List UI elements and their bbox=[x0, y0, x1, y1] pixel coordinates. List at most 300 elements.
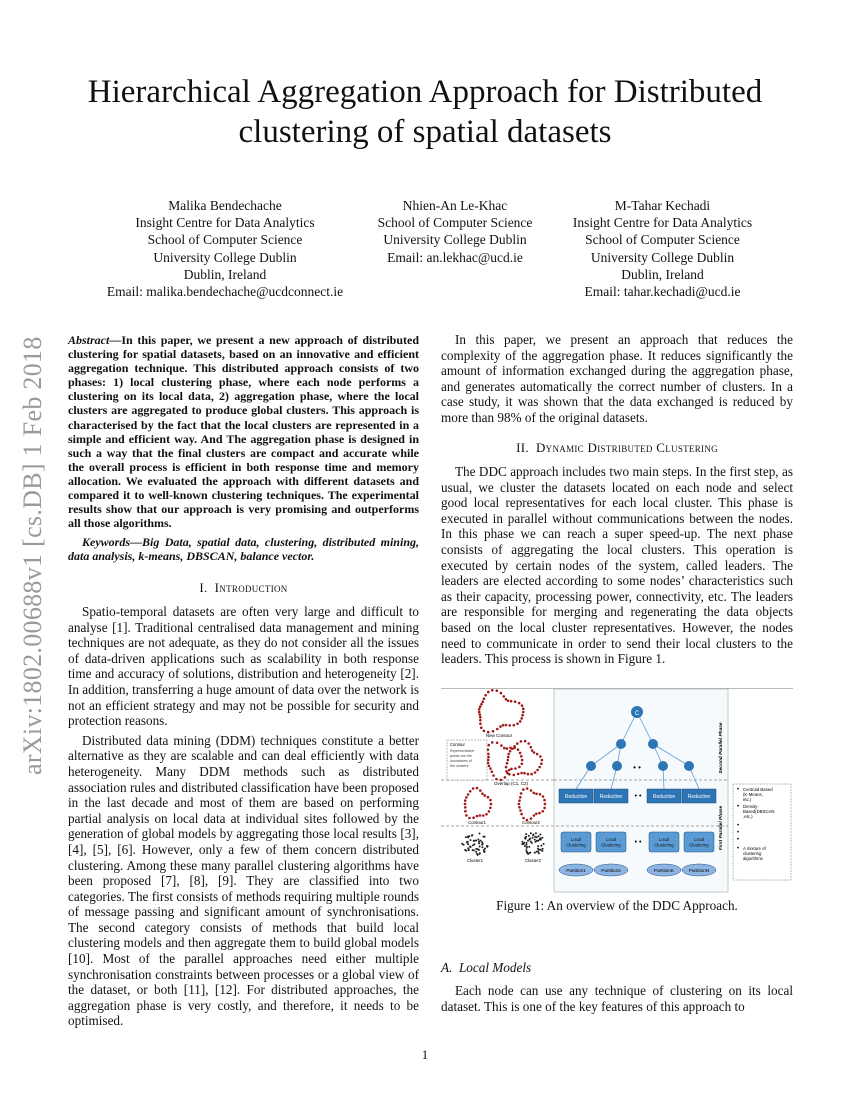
cluster2-point bbox=[532, 837, 534, 839]
contour2-point bbox=[522, 788, 525, 791]
subsection-heading-local-models bbox=[441, 960, 793, 976]
cluster1-point bbox=[484, 848, 486, 850]
overlap-contour-point bbox=[521, 763, 524, 766]
cluster1-point bbox=[470, 839, 472, 841]
overlap-contour-point bbox=[539, 755, 542, 758]
overlap-contour-point bbox=[509, 750, 512, 753]
cluster1-point bbox=[473, 843, 475, 845]
right-intro-body bbox=[441, 332, 793, 426]
author-affiliation: School of Computer Science bbox=[377, 215, 533, 231]
overlap-contour-point bbox=[506, 747, 509, 750]
cluster2-point bbox=[530, 832, 532, 834]
paper-title bbox=[40, 72, 810, 152]
second-phase-label: Second Parallel Phase bbox=[719, 722, 724, 774]
section-heading-introduction bbox=[68, 580, 419, 596]
overlap-contour-point bbox=[527, 773, 530, 776]
new-contour-point bbox=[510, 700, 513, 703]
overlap-contour-point bbox=[507, 753, 510, 756]
new-contour-point bbox=[479, 719, 482, 722]
new-contour-point bbox=[496, 689, 499, 692]
title-line-1: Hierarchical Aggregation Approach for Distributed bbox=[87, 74, 763, 110]
cluster1-point bbox=[481, 846, 483, 848]
overlap-contour-point bbox=[513, 774, 516, 777]
cluster1-point bbox=[464, 849, 466, 851]
local-models-body bbox=[441, 983, 793, 1014]
local-clustering-label: Clustering bbox=[654, 842, 674, 848]
local-clustering-label: Clustering bbox=[689, 842, 709, 848]
contour1-label: Contour1 bbox=[468, 820, 486, 825]
legend-bullet: • bbox=[737, 837, 740, 843]
overlap-contour-point bbox=[505, 766, 508, 769]
new-contour-point bbox=[487, 691, 490, 694]
cluster1-point bbox=[467, 843, 469, 845]
cluster1-point bbox=[484, 851, 486, 853]
contour1-point bbox=[465, 814, 468, 817]
cluster1-point bbox=[481, 844, 483, 846]
contour1-point bbox=[468, 817, 471, 820]
new-contour-label: New Contour bbox=[485, 733, 513, 738]
cluster2-point bbox=[535, 832, 537, 834]
cluster1-point bbox=[475, 851, 477, 853]
cluster1-point bbox=[480, 840, 482, 842]
ellipsis: • • bbox=[634, 839, 642, 846]
cluster2-point bbox=[539, 834, 541, 836]
cluster2-point bbox=[528, 835, 530, 837]
author-affiliation: University College Dublin bbox=[383, 232, 527, 248]
cluster1-label: Cluster1 bbox=[466, 858, 484, 863]
new-contour-point bbox=[480, 726, 483, 729]
overlap-contour-point bbox=[503, 747, 506, 750]
contour1-point bbox=[490, 803, 493, 806]
legend-bullet: • bbox=[737, 804, 740, 810]
reduction-label: Reduction bbox=[687, 794, 711, 800]
new-contour-point bbox=[479, 705, 482, 708]
cluster2-point bbox=[527, 853, 529, 855]
cluster1-point bbox=[481, 841, 483, 843]
cluster1-point bbox=[487, 845, 489, 847]
tree-node bbox=[586, 761, 596, 771]
reduction-label: Reduction bbox=[599, 794, 623, 800]
partition-label: PartitionK bbox=[654, 868, 674, 873]
cluster2-point bbox=[534, 852, 536, 854]
contour1-point bbox=[472, 816, 475, 819]
tree-ellipsis: • • bbox=[633, 763, 641, 772]
section-heading-ddc bbox=[441, 440, 793, 456]
new-contour-point bbox=[483, 697, 486, 700]
abstract-text: —In this paper, we present a new approach of distributed clustering for spatial datasets, based on an innovative and efficient aggregation technique. This distributed approach consists of two phases: 1) local clustering phase, where each node performs a clustering on its local data, 2) aggregation phase, where the local clusters are aggregated to produce global clusters. This approach is characterised by the fact that the local clusters are represented in a simple and efficient way. And The aggregation phase is designed in such a way that the final clusters are compact and accurate while the overall process is efficient in both response time and memory allocation. We evaluated the approach with different datasets and compared it to well-known clustering techniques. The experimental results show that our approach is very promising and outperforms all those algorithms. bbox=[68, 333, 419, 531]
new-contour-point bbox=[479, 716, 482, 719]
new-contour-point bbox=[496, 728, 499, 731]
cluster2-point bbox=[537, 835, 539, 837]
paragraph: Each node can use any technique of clustering on its local dataset. This is one of the key features of this approach to bbox=[441, 983, 793, 1014]
author-affiliation: University College Dublin bbox=[590, 249, 735, 265]
contour2-point bbox=[542, 795, 545, 798]
cluster1-point bbox=[468, 835, 470, 837]
new-contour-point bbox=[522, 707, 525, 710]
overlap-contour-point bbox=[510, 768, 513, 771]
cluster2-point bbox=[527, 840, 529, 842]
cluster2-point bbox=[526, 842, 528, 844]
cluster2-point bbox=[538, 852, 540, 854]
cluster2-point bbox=[530, 841, 532, 843]
contour1-point bbox=[472, 787, 475, 790]
cluster1-point bbox=[477, 839, 479, 841]
contour1-point bbox=[487, 796, 490, 799]
cluster1-point bbox=[479, 833, 481, 835]
author-affiliation: School of Computer Science bbox=[585, 232, 740, 248]
author-block-1 bbox=[90, 197, 360, 300]
cluster2-label: Cluster2 bbox=[524, 858, 542, 863]
cluster2-point bbox=[521, 841, 523, 843]
overlap-contour-point bbox=[511, 748, 514, 751]
contour2-point bbox=[522, 817, 525, 820]
overlap-contour-point bbox=[519, 752, 522, 755]
local-clustering-label: Clustering bbox=[601, 842, 621, 848]
subsection-title: Local Models bbox=[458, 960, 532, 975]
contour1-point bbox=[476, 815, 479, 818]
overlap-contour-point bbox=[505, 770, 508, 773]
overlap-contour-point bbox=[517, 773, 520, 776]
author-affiliation: Insight Centre for Data Analytics bbox=[572, 215, 753, 231]
author-affiliation: School of Computer Science bbox=[147, 232, 303, 248]
keywords bbox=[68, 535, 419, 563]
overlap-contour-point bbox=[496, 742, 499, 745]
local-clustering-label: Local bbox=[570, 837, 582, 842]
contour1-point bbox=[464, 799, 467, 802]
cluster1-point bbox=[479, 846, 481, 848]
abstract-label: Abstract bbox=[68, 333, 110, 347]
author-email: Email: tahar.kechadi@ucd.ie bbox=[584, 284, 741, 300]
overlap-contour-point bbox=[520, 772, 523, 775]
overlap-contour-point bbox=[533, 751, 536, 754]
figure-caption: Figure 1: An overview of the DDC Approach. bbox=[496, 898, 738, 913]
abstract bbox=[68, 333, 419, 530]
overlap-contour-point bbox=[534, 771, 537, 774]
section-number: II. bbox=[516, 440, 529, 455]
reduction-label: Reduction bbox=[564, 794, 588, 800]
cluster2-point bbox=[541, 837, 543, 839]
overlap-contour-point bbox=[536, 769, 539, 772]
contour2-point bbox=[520, 813, 523, 816]
new-contour-point bbox=[491, 689, 494, 692]
overlap-contour-point bbox=[524, 740, 527, 743]
contour2-point bbox=[533, 814, 536, 817]
overlap-contour-point bbox=[489, 767, 492, 770]
cluster2-point bbox=[524, 845, 526, 847]
new-contour-point bbox=[499, 725, 502, 728]
new-contour-point bbox=[483, 730, 486, 733]
legend-bullet: • bbox=[737, 846, 740, 852]
cluster2-point bbox=[542, 848, 544, 850]
cluster2-point bbox=[537, 845, 539, 847]
cluster2-point bbox=[528, 846, 530, 848]
contour2-point bbox=[538, 812, 541, 815]
new-contour-point bbox=[521, 714, 524, 717]
overlap-contour-point bbox=[500, 744, 503, 747]
local-clustering-label: Local bbox=[605, 837, 617, 842]
overlap-contour-point bbox=[514, 767, 517, 770]
tree-node bbox=[612, 761, 622, 771]
new-contour-point bbox=[518, 702, 521, 705]
legend-text: clustering bbox=[743, 851, 762, 856]
overlap-contour-point bbox=[523, 772, 526, 775]
overlap-contour-point bbox=[506, 762, 509, 765]
new-contour-point bbox=[522, 711, 525, 714]
cluster1-point bbox=[467, 847, 469, 849]
first-phase-label: First Parallel Phase bbox=[719, 805, 724, 851]
overlap-contour-point bbox=[531, 749, 534, 752]
contour1-point bbox=[489, 807, 492, 810]
overlap-contour-point bbox=[530, 773, 533, 776]
contour2-point bbox=[533, 792, 536, 795]
ddc-body bbox=[441, 464, 793, 667]
overlap-contour-point bbox=[540, 762, 543, 765]
new-contour-point bbox=[479, 723, 482, 726]
page-number: 1 bbox=[421, 1047, 429, 1062]
overlap-contour-point bbox=[517, 748, 520, 751]
contour2-point bbox=[518, 799, 521, 802]
legend-text: etc.) bbox=[743, 797, 752, 802]
cluster1-point bbox=[477, 854, 479, 856]
cluster2-point bbox=[532, 834, 534, 836]
root-node-label: C bbox=[634, 711, 640, 717]
cluster2-point bbox=[525, 836, 527, 838]
new-contour-point bbox=[513, 724, 516, 727]
overlap-contour-point bbox=[508, 769, 511, 772]
overlap-contour-point bbox=[513, 745, 516, 748]
contour-box-line: points are the bbox=[450, 754, 472, 758]
legend-bullet: • bbox=[737, 830, 740, 836]
tree-node bbox=[616, 739, 626, 749]
tree-node bbox=[648, 739, 658, 749]
legend-text: algorithms bbox=[743, 856, 763, 861]
contour-box-line: Representative bbox=[450, 749, 475, 753]
algorithm-legend-box bbox=[733, 784, 791, 880]
cluster2-point bbox=[525, 833, 527, 835]
new-contour-point bbox=[503, 695, 506, 698]
contour1-point bbox=[476, 787, 479, 790]
section-number: I. bbox=[199, 580, 208, 595]
contour2-label: Contour2 bbox=[522, 820, 540, 825]
ellipsis: • • bbox=[634, 793, 642, 800]
contour1-point bbox=[464, 806, 467, 809]
cluster1-point bbox=[466, 841, 468, 843]
cluster2-point bbox=[539, 839, 541, 841]
overlap-contour-point bbox=[492, 774, 495, 777]
new-contour-point bbox=[480, 703, 483, 706]
cluster1-point bbox=[479, 852, 481, 854]
contour1-point bbox=[479, 789, 482, 792]
legend-text: Density- bbox=[743, 804, 759, 809]
legend-text: Centroid Based bbox=[743, 787, 773, 792]
overlap-contour-point bbox=[538, 766, 541, 769]
contour2-point bbox=[520, 792, 523, 795]
author-affiliation: Dublin, Ireland bbox=[621, 266, 704, 282]
overlap-contour-point bbox=[491, 741, 494, 744]
paragraph: Distributed data mining (DDM) techniques constitute a better alternative as they are scalable and can deal efficiently with data heterogeneity. Many DDM methods such as distributed association rules and distributed classification have been proposed in the last decade and most of them are based on performing partial analysis on local data at individual sites followed by the generation of global models by aggregating those local results [3], [4], [5], [6]. However, only a few of them concern distributed clustering. Among these many parallel clustering algorithms have been proposed [7], [8], [9]. They are classified into two categories. The first consists of methods requiring multiple rounds of message passing and significant amount of synchronisations. The second category consists of methods that build local clustering models and then aggregate them to build global models [10]. Most of the parallel approaches need either multiple synchronisation constraints between processes or a global view of the dataset, or both [11], [12]. For distributed approaches, the aggregation phase is very costly, and therefore, it needs to be optimised. bbox=[68, 732, 419, 1029]
cluster2-point bbox=[543, 843, 545, 845]
legend-bullet: • bbox=[737, 823, 740, 829]
new-contour-point bbox=[514, 700, 517, 703]
overlap-contour-point bbox=[527, 742, 530, 745]
author-block-2 bbox=[360, 197, 550, 266]
new-contour-point bbox=[502, 724, 505, 727]
title-line-2: clustering of spatial datasets bbox=[238, 114, 612, 150]
partition-label: Partition1 bbox=[566, 868, 586, 873]
cluster2-point bbox=[534, 839, 536, 841]
ddc-overview-figure bbox=[441, 688, 793, 894]
overlap-contour-point bbox=[508, 773, 511, 776]
contour1-point bbox=[485, 813, 488, 816]
new-contour-point bbox=[505, 698, 508, 701]
overlap-contour-point bbox=[530, 746, 533, 749]
reduction-label: Reduction bbox=[652, 794, 676, 800]
cluster1-point bbox=[463, 844, 465, 846]
overlap-contour-point bbox=[518, 766, 521, 769]
cluster1-point bbox=[474, 840, 476, 842]
contour1-point bbox=[488, 810, 491, 813]
contour-box-line: the clusters bbox=[450, 764, 469, 768]
contour-box-title: Contour bbox=[450, 742, 465, 747]
author-block-3 bbox=[550, 197, 775, 300]
cluster1-point bbox=[473, 849, 475, 851]
contour1-point bbox=[481, 792, 484, 795]
cluster2-point bbox=[525, 838, 527, 840]
cluster2-point bbox=[521, 843, 523, 845]
legend-text: ,etc.) bbox=[743, 814, 753, 819]
author-affiliation: Insight Centre for Data Analytics bbox=[135, 215, 315, 231]
cluster2-point bbox=[525, 849, 527, 851]
paragraph: The DDC approach includes two main steps. In the first step, as usual, we cluster the datasets located on each node and select good local representatives for each local cluster. This phase is executed in parallel without communications between the nodes. In this phase we can reach a super speed-up. The next phase consists of aggregating the local clusters. This operation is executed by certain nodes of the system, called leaders. The leaders are elected according to some nodes’ characteristics such as their capacity, processing power, connectivity, etc. The leaders are responsible for merging and regenerating the data objects based on the local cluster representatives. However, the nodes need to communicate in order to send their local clusters to the leaders. This process is shown in Figure 1. bbox=[441, 464, 793, 667]
overlap-contour-point bbox=[495, 778, 498, 781]
partition-label: PartitionN bbox=[688, 868, 710, 873]
new-contour-point bbox=[508, 724, 511, 727]
new-contour-point bbox=[521, 704, 524, 707]
new-contour-point bbox=[520, 717, 523, 720]
overlap-contour-point bbox=[491, 770, 494, 773]
new-contour-point bbox=[478, 708, 481, 711]
contour1-point bbox=[482, 814, 485, 817]
contour2-point bbox=[543, 799, 546, 802]
contour1-point bbox=[465, 796, 468, 799]
new-contour-point bbox=[516, 723, 519, 726]
overlap-contour-point bbox=[520, 740, 523, 743]
contour2-point bbox=[519, 796, 522, 799]
contour2-point bbox=[526, 787, 529, 790]
new-contour-point bbox=[484, 694, 487, 697]
paragraph: Spatio-temporal datasets are often very large and difficult to analyse [1]. Traditional centralised data management and mining techniques are not adequate, as they do not consider all the issues of data-driven applications such as scalability in both response time and accuracy of solutions, distribution and heterogeneity [2]. In addition, transferring a huge amount of data over the network is not an efficient strategy and may not be possible for security and protection reasons. bbox=[68, 604, 419, 729]
contour-box-line: boundaries of bbox=[450, 759, 472, 763]
cluster2-point bbox=[536, 836, 538, 838]
legend-text: Based(DBSCAN bbox=[743, 809, 775, 814]
arxiv-identifier: arXiv:1802.00688v1 [cs.DB] 1 Feb 2018 bbox=[18, 336, 47, 775]
overlap-contour-point bbox=[487, 753, 490, 756]
cluster1-point bbox=[469, 845, 471, 847]
overlap-contour-point bbox=[521, 759, 524, 762]
new-contour-point bbox=[519, 720, 522, 723]
contour2-point bbox=[518, 806, 521, 809]
local-clustering-label: Local bbox=[693, 837, 705, 842]
cluster2-point bbox=[540, 849, 542, 851]
contour2-point bbox=[518, 803, 521, 806]
author-affiliation: Dublin, Ireland bbox=[183, 266, 267, 282]
contour1-point bbox=[464, 803, 467, 806]
author-name: Malika Bendechache bbox=[168, 198, 282, 213]
keywords-text: —Big Data, spatial data, clustering, distributed mining, data analysis, k-means, DBSCAN, balance vector. bbox=[68, 535, 419, 564]
contour1-point bbox=[469, 790, 472, 793]
overlap-contour-point bbox=[487, 756, 490, 759]
contour2-point bbox=[519, 809, 522, 812]
paragraph: In this paper, we present an approach that reduces the complexity of the aggregation phase. It reduces significantly the amount of information exchanged during the aggregation phase, and generates automatically the correct number of clusters. In a case study, it was shown that the data exchanged is reduced by more than 98% of the original datasets. bbox=[441, 332, 793, 425]
contour1-point bbox=[484, 794, 487, 797]
legend-bullet: • bbox=[737, 787, 740, 793]
overlap-contour-point bbox=[488, 765, 491, 768]
author-email: Email: malika.bendechache@ucdconnect.ie bbox=[106, 284, 344, 300]
tree-node bbox=[684, 761, 694, 771]
contour2-point bbox=[543, 807, 546, 810]
section-title: Introduction bbox=[214, 580, 288, 595]
author-name: M-Tahar Kechadi bbox=[614, 198, 711, 213]
cluster2-point bbox=[526, 844, 528, 846]
contour1-point bbox=[467, 793, 470, 796]
overlap-contour-point bbox=[536, 753, 539, 756]
author-email: Email: an.lekhac@ucd.ie bbox=[387, 249, 523, 265]
section-title: Dynamic Distributed Clustering bbox=[535, 440, 718, 455]
contour1-point bbox=[489, 799, 492, 802]
cluster1-point bbox=[482, 836, 484, 838]
new-contour-point bbox=[479, 713, 482, 716]
new-contour-point bbox=[500, 692, 503, 695]
overlap-contour-point bbox=[520, 755, 523, 758]
contour2-point bbox=[535, 793, 538, 796]
cluster2-point bbox=[536, 851, 538, 853]
contour1-point bbox=[464, 810, 467, 813]
contour2-point bbox=[530, 789, 533, 792]
cluster1-point bbox=[465, 836, 467, 838]
new-contour-point bbox=[482, 700, 485, 703]
cluster2-point bbox=[526, 847, 528, 849]
contour2-point bbox=[542, 810, 545, 813]
cluster1-point bbox=[471, 835, 473, 837]
overlap-contour-point bbox=[516, 742, 519, 745]
new-contour-point bbox=[478, 711, 481, 714]
cluster2-point bbox=[541, 850, 543, 852]
contour2-point bbox=[535, 813, 538, 816]
contour2-point bbox=[544, 803, 547, 806]
overlap-contour-point bbox=[507, 759, 510, 762]
new-contour-point bbox=[505, 724, 508, 727]
overlap-label: Overlap (C1, C2) bbox=[493, 781, 529, 786]
author-affiliation: University College Dublin bbox=[153, 249, 297, 265]
cluster2-point bbox=[540, 845, 542, 847]
new-contour-point bbox=[507, 699, 510, 702]
author-name: Nhien-An Le-Khac bbox=[402, 198, 508, 213]
overlap-contour-point bbox=[507, 756, 510, 759]
contour2-point bbox=[539, 793, 542, 796]
introduction-body bbox=[68, 604, 419, 1029]
contour1-point bbox=[479, 814, 482, 817]
overlap-contour-point bbox=[488, 744, 491, 747]
local-clustering-label: Local bbox=[658, 837, 670, 842]
tree-node bbox=[658, 761, 668, 771]
legend-text: A mixture of bbox=[743, 846, 766, 851]
legend-text: (K-Means, bbox=[743, 792, 763, 797]
partition-label: Partition2 bbox=[601, 868, 621, 873]
keywords-label: Keywords bbox=[82, 535, 130, 549]
local-clustering-label: Clustering bbox=[566, 842, 586, 848]
overlap-contour-point bbox=[504, 776, 507, 779]
subsection-label: A. bbox=[441, 960, 453, 975]
